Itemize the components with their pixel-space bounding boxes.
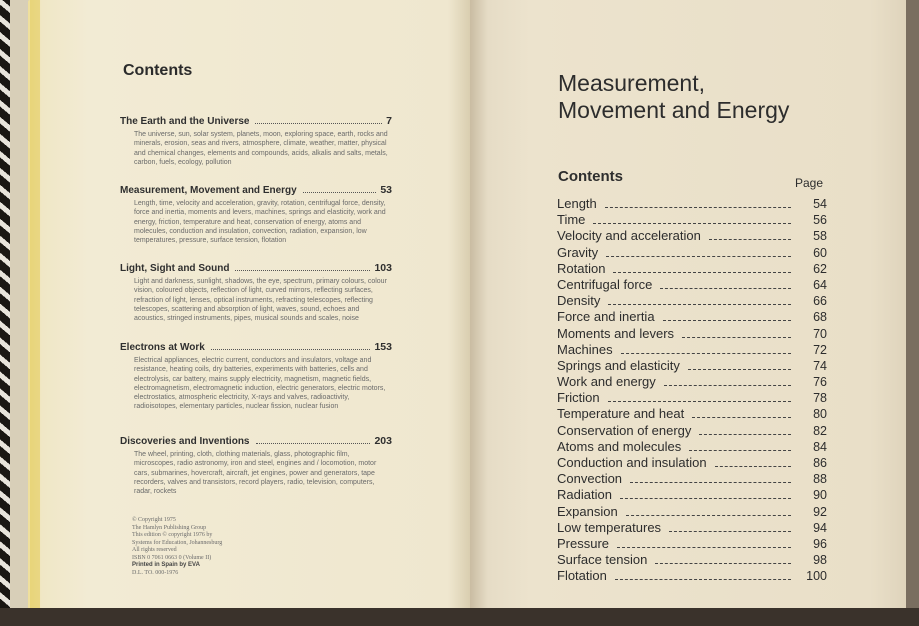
toc-entry-label: Density [557,293,601,309]
toc-entry [557,520,827,536]
toc-entry-label: Conduction and insulation [557,455,707,470]
section-page-number: 53 [380,184,392,196]
toc-entry-page: 96 [813,536,827,551]
toc-entry [557,374,827,390]
book-bottom-shadow [0,608,919,626]
toc-entry-label: Conservation of energy [557,422,692,438]
imprint-line: Systems for Education, Johannesburg [132,539,223,546]
toc-entry-label: Force and inertia [557,309,655,325]
dash-leader [699,434,791,435]
dot-leader [211,349,371,350]
section-summary: Length, time, velocity and acceleration, gravity, rotation, centrifugal force, density, force and inertia, moments and levers, machines, springs and elasticity, work and energy, friction, temperature and heat, conservation of energy, atoms and molecules, conduction and insulation, convection, radiation, expansion, low temperatures, pressure, surface tension, flotation [134,200,386,245]
copyright-imprint [132,517,292,577]
toc-entry [557,390,827,406]
dash-leader [709,239,791,240]
toc-section-light-sound [120,262,392,323]
toc-entry-page: 60 [813,245,827,260]
toc-entry-label: Length [557,196,597,211]
dot-leader [303,192,377,193]
toc-entry-page: 66 [813,294,827,309]
page-column-heading: Page [795,176,824,190]
toc-entry [557,423,827,439]
toc-entry-label: Atoms and molecules [557,438,682,454]
toc-section-electrons [120,341,392,412]
toc-entry-page: 64 [813,277,827,292]
section-page-number: 203 [374,435,392,447]
toc-entry [557,552,827,568]
toc-entry-label: Low temperatures [557,519,662,535]
toc-entry-page: 76 [813,375,827,390]
toc-entry [557,326,827,342]
toc-entry-label: Time [557,212,586,228]
left-contents-title: Contents [123,62,193,79]
dash-leader [660,288,791,289]
toc-entry-page: 84 [813,439,827,454]
toc-entry-label: Radiation [557,487,612,503]
toc-entry [557,455,827,471]
dash-leader [664,385,791,386]
toc-entry-label: Work and energy [557,374,656,390]
imprint-line: ISBN 0 7061 0663 0 (Volume II) [132,554,212,561]
toc-entry [557,196,827,212]
toc-entry-page: 58 [813,229,827,244]
dash-leader [606,256,791,257]
section-title: Discoveries and Inventions [120,436,250,447]
toc-entry-page: 80 [813,407,827,422]
section-page-number: 7 [386,115,392,127]
dash-leader [593,223,791,224]
toc-entry [557,245,827,261]
toc-entry [557,277,827,293]
chapter-toc-list [557,196,827,585]
toc-entry-label: Convection [557,471,623,487]
toc-entry [557,487,827,503]
dash-leader [688,369,791,370]
dash-leader [626,515,791,516]
section-summary: The wheel, printing, cloth, clothing materials, glass, photographic film, microscopes, radio astronomy, iron and steel, engines and / locomotion, motor cars, submarines, hovercraft, aircraft, jet engines, power and generators, tape recorders, valves and transistors, record players, radio, television, computers, radar, rockets [134,451,377,496]
printed-in-line: Printed in Spain by EVA [132,562,200,568]
toc-entry [557,406,827,422]
toc-entry-label: Moments and levers [557,325,675,341]
toc-entry-page: 100 [806,569,827,584]
dash-leader [605,207,791,208]
chapter-title-line1: Measurement, [558,70,706,96]
section-summary: Light and darkness, sunlight, shadows, the eye, spectrum, primary colours, colour vision, coloured objects, reflection of light, curved mirrors, reflecting surfaces, refraction of light, lenses, optical instruments, refracting telescopes, reflecting telescopes, scattering and absorption of light, waves, sound, echoes and acoustics, stringed instruments, pipes, musical sounds and scales, noise [134,278,387,323]
toc-entry-page: 68 [813,310,827,325]
toc-entry [557,261,827,277]
dash-leader [669,531,791,532]
dash-leader [621,353,791,354]
book-cover-edge [10,0,30,626]
toc-entry-page: 90 [813,488,827,503]
toc-entry [557,212,827,228]
imprint-line: All rights reserved [132,547,177,553]
dot-leader [256,443,371,444]
toc-entry-label: Velocity and acceleration [557,228,701,244]
toc-entry [557,504,827,520]
toc-entry-page: 94 [813,520,827,535]
toc-entry-label: Springs and elasticity [557,357,680,373]
toc-entry-label: Centrifugal force [557,276,653,292]
toc-entry-page: 70 [813,326,827,341]
imprint-line: The Hamlyn Publishing Group [132,524,207,531]
dash-leader [615,579,791,580]
toc-entry [557,439,827,455]
section-summary: The universe, sun, solar system, planets, moon, exploring space, earth, rocks and minerals, erosion, seas and rivers, atmosphere, climate, weather, matter, physical and chemical changes, elements and compounds, acids, alkalis and salts, metals, carbon, fuels, ecology, pollution [134,131,388,166]
toc-entry-page: 72 [813,342,827,357]
imprint-line: This edition © copyright 1976 by [132,532,213,538]
section-summary: Electrical appliances, electric current, conductors and insulators, voltage and resistance, heating coils, dry batteries, experiments with batteries, cells and electrolysis, car battery, mains supply electricity, magnetism, magnetic fields, electromagnetism, electromagnetic induction, electric generators, electric motors, electrostatics, atmospheric electricity, X-rays and valves, radioactivity, radioisotopes, elementary particles, nuclear fission, nuclear fusion [134,357,386,411]
toc-entry-page: 88 [813,472,827,487]
toc-entry-page: 78 [813,391,827,406]
toc-entry-page: 82 [813,423,827,438]
toc-entry-page: 98 [813,553,827,568]
dash-leader [715,466,791,467]
toc-entry-label: Flotation [557,568,607,584]
toc-entry-label: Pressure [557,535,610,551]
toc-entry [557,358,827,374]
toc-section-earth-universe [120,115,392,167]
toc-entry-label: Gravity [557,244,599,260]
toc-entry-label: Rotation [557,260,606,276]
dash-leader [655,563,791,564]
toc-entry [557,536,827,552]
toc-entry-page: 62 [813,261,827,276]
dash-leader [613,272,791,273]
toc-section-discoveries [120,435,392,496]
section-page-number: 153 [374,341,392,353]
toc-entry-label: Machines [557,341,613,357]
chapter-contents-heading: Contents [558,168,623,185]
section-page-number: 103 [374,262,392,274]
toc-entry [557,471,827,487]
toc-entry-label: Friction [557,390,600,406]
toc-entry [557,293,827,309]
book-cover-right-edge [906,0,919,626]
chapter-title [558,70,858,124]
section-title: Electrons at Work [120,342,205,353]
dot-leader [235,270,370,271]
toc-entry-page: 54 [813,197,827,211]
section-title: Light, Sight and Sound [120,263,230,274]
dash-leader [608,401,791,402]
toc-entry-label: Temperature and heat [557,406,685,422]
toc-entry-page: 92 [813,504,827,519]
page-binding-strip [30,0,40,608]
dash-leader [617,547,791,548]
dash-leader [663,320,791,321]
chapter-title-line2: Movement and Energy [558,97,790,123]
dash-leader [692,417,791,418]
toc-entry [557,228,827,244]
dash-leader [682,337,791,338]
dash-leader [689,450,791,451]
section-title: The Earth and the Universe [120,116,250,127]
toc-entry-page: 56 [813,213,827,228]
dash-leader [608,304,791,305]
toc-entry-page: 74 [813,358,827,373]
toc-entry-label: Surface tension [557,552,648,568]
dash-leader [620,498,791,499]
toc-section-measurement [120,184,392,245]
section-title: Measurement, Movement and Energy [120,185,297,196]
dot-leader [255,123,382,124]
dash-leader [630,482,791,483]
toc-entry-label: Expansion [557,503,618,519]
imprint-line: © Copyright 1975 [132,517,176,523]
toc-entry-page: 86 [813,456,827,470]
printer-code: D.L. TO. 000-1976 [132,569,179,576]
toc-entry [557,342,827,358]
toc-entry [557,568,827,584]
toc-entry [557,309,827,325]
